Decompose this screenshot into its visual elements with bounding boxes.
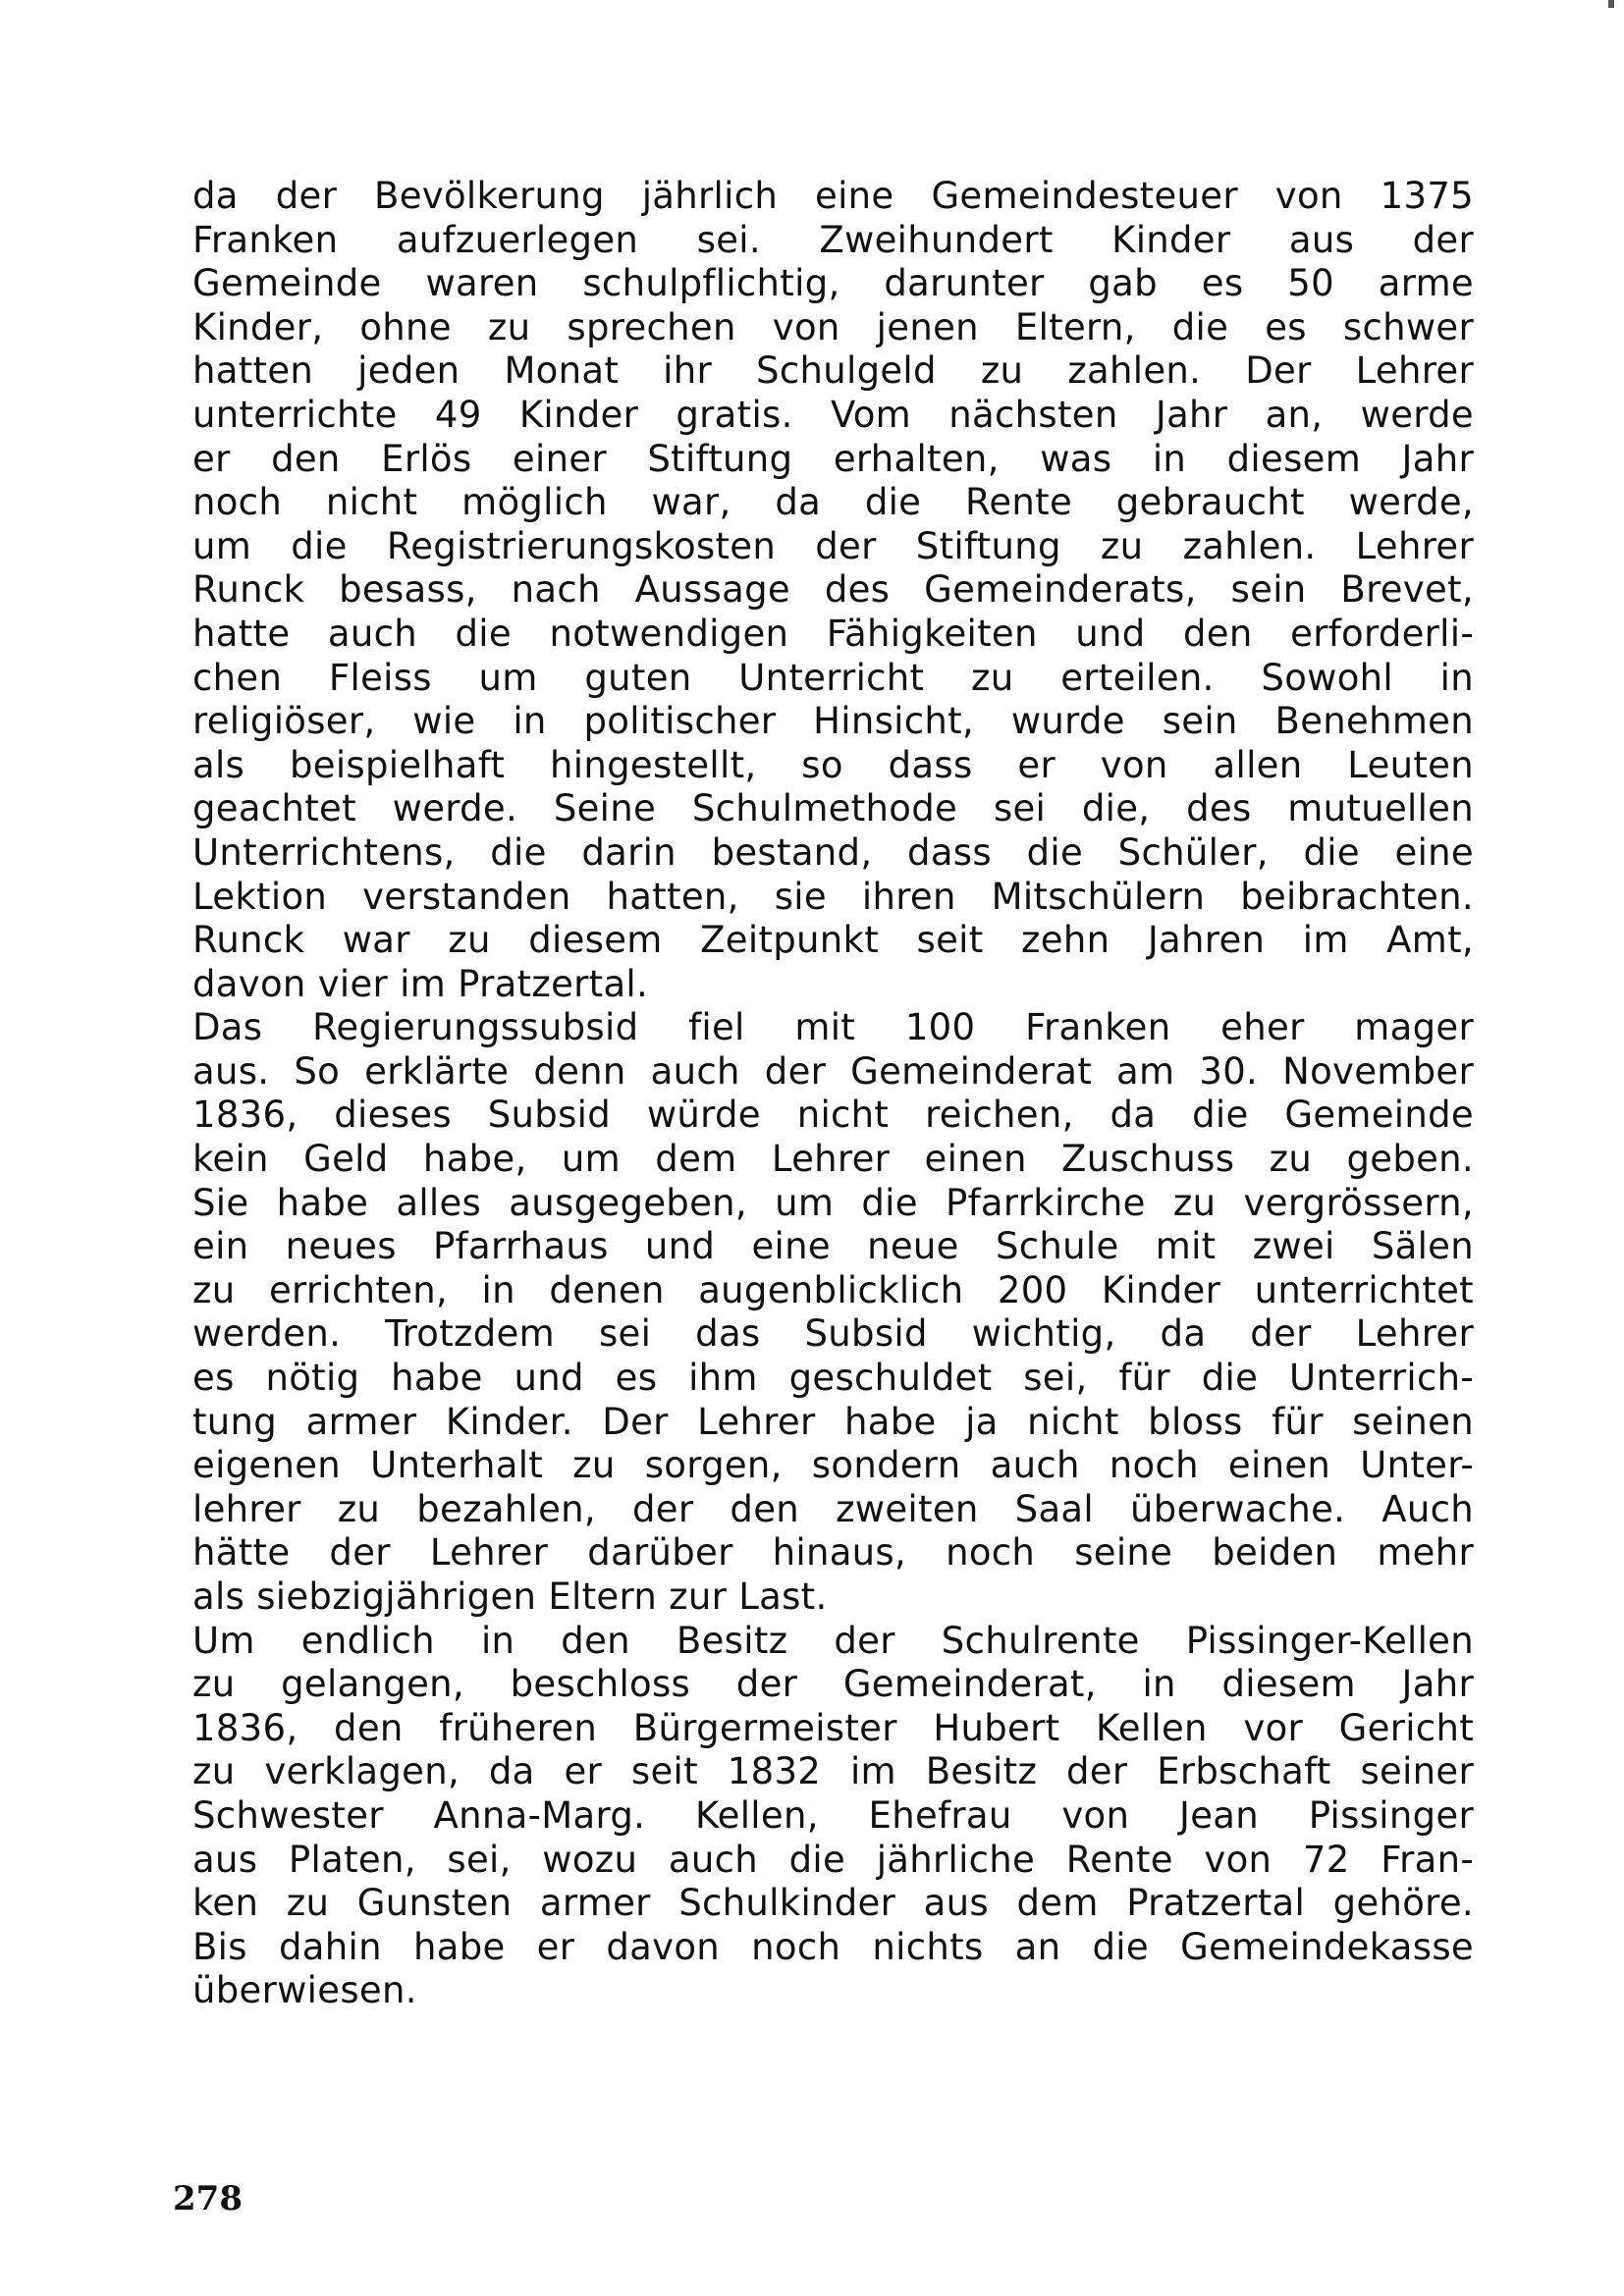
text-line: geachtet werde. Seine Schulmethode sei die, des mutuellen — [192, 787, 1474, 830]
text-line: Gemeinde waren schulpflichtig, darunter gab es 50 arme — [192, 262, 1474, 305]
text-line: Unterrichtens, die darin bestand, dass die Schüler, die eine — [192, 830, 1474, 874]
text-line: Runck besass, nach Aussage des Gemeinderats, sein Brevet, — [192, 568, 1474, 612]
text-line: chen Fleiss um guten Unterricht zu erteilen. Sowohl in — [192, 656, 1474, 699]
text-line: Sie habe alles ausgegeben, um die Pfarrkirche zu vergrössern, — [192, 1181, 1474, 1224]
text-line: 1836, dieses Subsid würde nicht reichen, da die Gemeinde — [192, 1094, 1474, 1137]
text-line: hätte der Lehrer darüber hinaus, noch seine beiden mehr — [192, 1531, 1474, 1575]
text-line: Bis dahin habe er davon noch nichts an die Gemeindekasse — [192, 1925, 1474, 1968]
text-line: religiöser, wie in politischer Hinsicht, wurde sein Benehmen — [192, 700, 1474, 743]
text-line: ein neues Pfarrhaus und eine neue Schule mit zwei Sälen — [192, 1225, 1474, 1268]
text-line: ken zu Gunsten armer Schulkinder aus dem Pratzertal gehöre. — [192, 1882, 1474, 1925]
text-line: Das Regierungssubsid fiel mit 100 Franken eher mager — [192, 1006, 1474, 1049]
text-line: Schwester Anna-Marg. Kellen, Ehefrau von Jean Pissinger — [192, 1793, 1474, 1837]
text-line: als siebzigjährigen Eltern zur Last. — [192, 1575, 828, 1618]
text-line: zu errichten, in denen augenblicklich 200 Kinder unterrichtet — [192, 1268, 1474, 1311]
text-line: als beispielhaft hingestellt, so dass er von allen Leuten — [192, 743, 1474, 786]
text-line: hatte auch die notwendigen Fähigkeiten und den erforderli- — [192, 612, 1474, 655]
text-line: eigenen Unterhalt zu sorgen, sondern auch noch einen Unter- — [192, 1444, 1474, 1487]
text-line: zu gelangen, beschloss der Gemeinderat, in diesem Jahr — [192, 1663, 1474, 1706]
page-number: 278 — [173, 2179, 243, 2218]
body-text — [192, 175, 1474, 2013]
text-line: er den Erlös einer Stiftung erhalten, was in diesem Jahr — [192, 437, 1474, 480]
text-line: um die Registrierungskosten der Stiftung zu zahlen. Lehrer — [192, 524, 1474, 567]
text-line: Lektion verstanden hatten, sie ihren Mitschülern beibrachten. — [192, 875, 1474, 918]
text-line: tung armer Kinder. Der Lehrer habe ja nicht bloss für seinen — [192, 1400, 1474, 1443]
text-line: da der Bevölkerung jährlich eine Gemeindesteuer von 1375 — [192, 175, 1474, 217]
text-line: zu verklagen, da er seit 1832 im Besitz der Erbschaft seiner — [192, 1750, 1474, 1793]
text-line: Runck war zu diesem Zeitpunkt seit zehn Jahren im Amt, — [192, 919, 1474, 962]
text-line: werden. Trotzdem sei das Subsid wichtig, da der Lehrer — [192, 1312, 1474, 1356]
text-line: 1836, den früheren Bürgermeister Hubert Kellen vor Gericht — [192, 1706, 1474, 1749]
text-line: hatten jeden Monat ihr Schulgeld zu zahlen. Der Lehrer — [192, 349, 1474, 393]
text-line: Um endlich in den Besitz der Schulrente Pissinger-Kellen — [192, 1619, 1474, 1662]
text-line: aus Platen, sei, wozu auch die jährliche Rente von 72 Fran- — [192, 1838, 1474, 1881]
text-line: Kinder, ohne zu sprechen von jenen Eltern, die es schwer — [192, 305, 1474, 348]
scan-corner-mark — [1608, 0, 1614, 8]
text-line: unterrichte 49 Kinder gratis. Vom nächsten Jahr an, werde — [192, 393, 1474, 436]
text-line: kein Geld habe, um dem Lehrer einen Zuschuss zu geben. — [192, 1138, 1474, 1181]
text-line: aus. So erklärte denn auch der Gemeinderat am 30. November — [192, 1049, 1474, 1093]
text-line: lehrer zu bezahlen, der den zweiten Saal überwache. Auch — [192, 1487, 1474, 1530]
text-line: überwiesen. — [192, 1969, 417, 2012]
text-line: es nötig habe und es ihm geschuldet sei, für die Unterrich- — [192, 1357, 1474, 1400]
text-line: davon vier im Pratzertal. — [192, 962, 649, 1005]
text-line: noch nicht möglich war, da die Rente gebraucht werde, — [192, 481, 1474, 524]
text-line: Franken aufzuerlegen sei. Zweihundert Kinder aus der — [192, 218, 1474, 261]
